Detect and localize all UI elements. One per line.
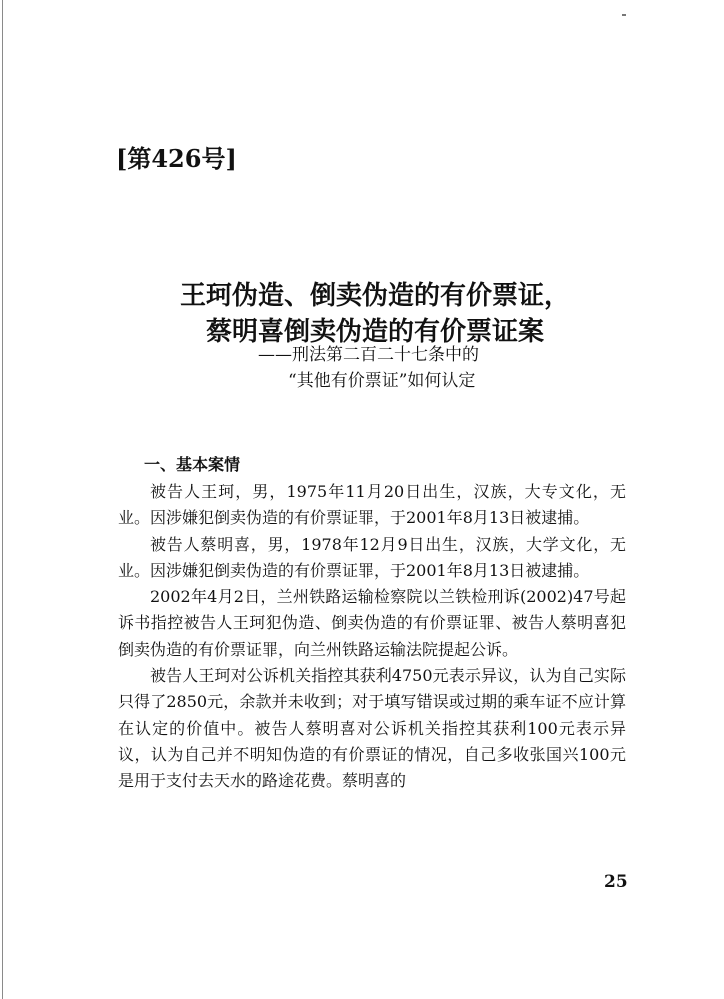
paragraph: 被告人王珂对公诉机关指控其获利4750元表示异议，认为自己实际只得了2850元，余款并未收到；对于填写错误或过期的乘车证不应计算在认定的价值中。被告人蔡明喜对公诉机关指控其获利100元表示异议，认为自己并不明知伪造的有价票证的情况，自己多收张国兴100元是用于支付去天水的路途花费。蔡明喜的: [118, 666, 626, 791]
title-line-2: 蔡明喜倒卖伪造的有价票证案: [205, 317, 544, 347]
paragraph: 2002年4月2日，兰州铁路运输检察院以兰铁检刑诉(2002)47号起诉书指控被告人王珂犯伪造、倒卖伪造的有价票证罪、被告人蔡明喜犯倒卖伪造的有价票证罪，向兰州铁路运输法院提起公诉。: [118, 587, 626, 659]
case-subtitle: [258, 342, 598, 394]
paragraph: 被告人王珂，男，1975年11月20日出生，汉族，大专文化，无业。因涉嫌犯倒卖伪造的有价票证罪，于2001年8月13日被逮捕。: [118, 482, 626, 528]
page-number: 25: [604, 872, 628, 892]
subtitle-line-1: ——刑法第二百二十七条中的: [258, 345, 479, 365]
case-title: [150, 278, 600, 350]
body-text: [118, 479, 626, 795]
paragraph: 被告人蔡明喜，男，1978年12月9日出生，汉族，大学文化，无业。因涉嫌犯倒卖伪造的有价票证罪，于2001年8月13日被逮捕。: [118, 534, 626, 580]
section-heading: 一、基本案情: [144, 455, 241, 474]
scan-mark: [622, 14, 626, 16]
page-left-edge: [2, 0, 3, 999]
subtitle-line-2: “其他有价票证”如何认定: [288, 371, 476, 391]
title-line-1: 王珂伪造、倒卖伪造的有价票证，: [179, 281, 570, 311]
case-number: [第426号]: [116, 144, 237, 173]
